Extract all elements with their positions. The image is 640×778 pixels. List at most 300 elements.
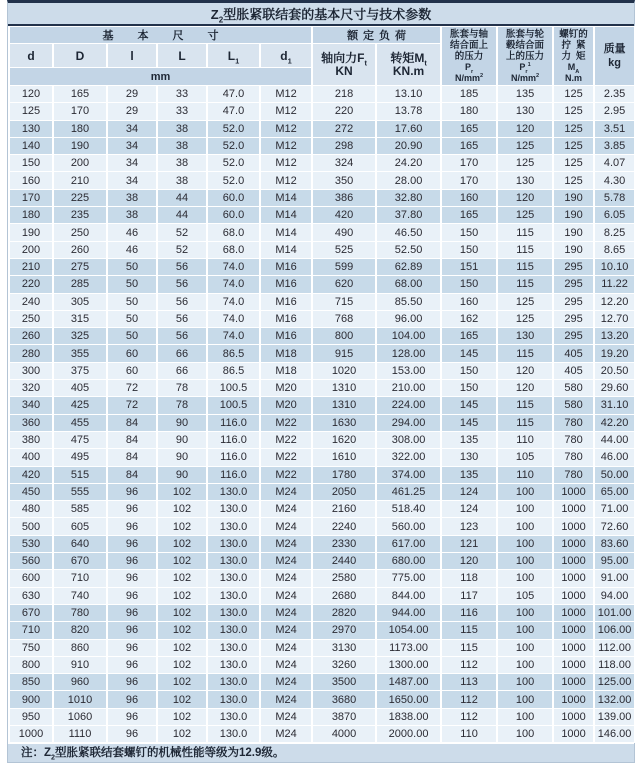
table-row	[9, 725, 635, 742]
table-cell: 47.0	[207, 103, 260, 120]
table-cell: 165	[53, 86, 107, 103]
table-cell: 125	[553, 172, 594, 189]
table-cell: 1000	[9, 725, 53, 742]
table-cell: 1000	[553, 483, 594, 500]
table-cell: 180	[441, 103, 497, 120]
table-cell: 38	[107, 207, 157, 224]
table-cell: 110	[497, 466, 553, 483]
table-cell: 116	[441, 604, 497, 621]
table-cell: 120	[497, 362, 553, 379]
table-cell: 780	[53, 604, 107, 621]
table-row	[9, 570, 635, 587]
table-cell: 775.00	[376, 570, 441, 587]
table-cell: M16	[260, 258, 312, 275]
table-cell: 115	[441, 622, 497, 639]
table-row	[9, 622, 635, 639]
table-cell: 38	[157, 155, 207, 172]
table-cell: 102	[157, 483, 207, 500]
table-cell: 130.0	[207, 691, 260, 708]
table-cell: 322.00	[376, 449, 441, 466]
table-row	[9, 380, 635, 397]
table-cell: 910	[53, 656, 107, 673]
table-cell: M24	[260, 639, 312, 656]
table-row	[9, 155, 635, 172]
header-col-d1: $d_1$	[260, 44, 312, 68]
table-row	[9, 656, 635, 673]
table-cell: 900	[9, 691, 53, 708]
table-cell: 210.00	[376, 380, 441, 397]
table-cell: 46	[107, 224, 157, 241]
table-cell: M12	[260, 137, 312, 154]
table-cell: 84	[107, 414, 157, 431]
table-cell: 100	[497, 570, 553, 587]
table-cell: M24	[260, 483, 312, 500]
table-cell: 320	[9, 380, 53, 397]
table-cell: 4.30	[594, 172, 635, 189]
table-cell: 34	[107, 120, 157, 137]
table-cell: 118	[441, 570, 497, 587]
header-hub-pressure: 胀套与轮 毂结合面 上的压力 $P_r^1$ $N/mm^2$	[497, 27, 553, 86]
table-cell: 325	[53, 328, 107, 345]
table-body	[9, 86, 635, 743]
table-cell: 46	[107, 241, 157, 258]
header-shaft-pressure: 胀套与轴 结合面上 的压力 $P_r$ $N/mm^2$	[441, 27, 497, 86]
table-cell: 135	[497, 86, 553, 103]
table-cell: 475	[53, 431, 107, 448]
table-row	[9, 224, 635, 241]
header-mm-unit: mm	[9, 68, 312, 86]
table-cell: 96	[107, 501, 157, 518]
table-cell: 125	[497, 155, 553, 172]
table-cell: M24	[260, 535, 312, 552]
table-cell: 34	[107, 137, 157, 154]
table-cell: 94.00	[594, 587, 635, 604]
table-cell: 71.00	[594, 501, 635, 518]
table-cell: 102	[157, 501, 207, 518]
table-cell: 74.0	[207, 310, 260, 327]
table-cell: 518.40	[376, 501, 441, 518]
table-cell: 56	[157, 310, 207, 327]
table-cell: 100	[497, 691, 553, 708]
table-cell: 150	[441, 362, 497, 379]
table-cell: 405	[553, 345, 594, 362]
table-row	[9, 293, 635, 310]
table-cell: 20.50	[594, 362, 635, 379]
table-cell: 84	[107, 449, 157, 466]
table-row	[9, 431, 635, 448]
table-cell: 125	[553, 120, 594, 137]
table-cell: 100.5	[207, 397, 260, 414]
table-cell: 495	[53, 449, 107, 466]
table-cell: 2580	[312, 570, 376, 587]
table-cell: 740	[53, 587, 107, 604]
table-cell: 780	[553, 414, 594, 431]
table-cell: 96	[107, 622, 157, 639]
table-cell: 72	[107, 397, 157, 414]
table-cell: 190	[553, 189, 594, 206]
table-cell: 140	[9, 137, 53, 154]
table-cell: 100	[497, 483, 553, 500]
table-cell: 280	[9, 345, 53, 362]
table-row	[9, 172, 635, 189]
table-row	[9, 483, 635, 500]
table-cell: 2000.00	[376, 725, 441, 742]
table-cell: M22	[260, 431, 312, 448]
table-cell: 3500	[312, 674, 376, 691]
table-cell: M16	[260, 276, 312, 293]
table-cell: 190	[553, 207, 594, 224]
table-cell: 1010	[53, 691, 107, 708]
table-cell: 120	[497, 120, 553, 137]
table-cell: 38	[157, 137, 207, 154]
table-cell: 150	[441, 276, 497, 293]
table-cell: 102	[157, 518, 207, 535]
table-cell: 220	[9, 276, 53, 293]
table-cell: 112	[441, 656, 497, 673]
table-cell: 260	[53, 241, 107, 258]
table-cell: 19.20	[594, 345, 635, 362]
table-cell: M12	[260, 155, 312, 172]
table-cell: 102	[157, 604, 207, 621]
table-cell: 90	[157, 449, 207, 466]
table-cell: 65.00	[594, 483, 635, 500]
table-cell: 74.0	[207, 276, 260, 293]
table-cell: 250	[53, 224, 107, 241]
table-cell: 72.60	[594, 518, 635, 535]
table-cell: 20.90	[376, 137, 441, 154]
table-cell: 130	[497, 172, 553, 189]
table-cell: 116.0	[207, 466, 260, 483]
table-cell: 102	[157, 725, 207, 742]
footnote-text: 注：$Z_2$型胀紧联结套螺钉的机械性能等级为12.9级。	[21, 747, 285, 762]
table-cell: 29	[107, 103, 157, 120]
table-cell: 105	[497, 449, 553, 466]
table-row	[9, 449, 635, 466]
table-cell: 11.22	[594, 276, 635, 293]
header-axial-force: 轴向力$F_t$ KN	[312, 44, 376, 86]
table-cell: 1000	[553, 501, 594, 518]
table-cell: 151	[441, 258, 497, 275]
table-cell: 130.0	[207, 483, 260, 500]
header-col-L1: $L_1$	[207, 44, 260, 68]
table-cell: 298	[312, 137, 376, 154]
table-cell: 585	[53, 501, 107, 518]
table-cell: 130.0	[207, 604, 260, 621]
table-cell: 272	[312, 120, 376, 137]
table-cell: 12.70	[594, 310, 635, 327]
table-cell: 405	[553, 362, 594, 379]
table-cell: M22	[260, 414, 312, 431]
table-cell: M18	[260, 345, 312, 362]
table-cell: 117	[441, 587, 497, 604]
table-row	[9, 362, 635, 379]
table-row	[9, 276, 635, 293]
table-cell: 1020	[312, 362, 376, 379]
title-text: $Z_2$型胀紧联结套的基本尺寸与技术参数	[210, 7, 432, 25]
table-cell: 820	[53, 622, 107, 639]
table-cell: 300	[9, 362, 53, 379]
table-cell: 580	[553, 397, 594, 414]
table-cell: 17.60	[376, 120, 441, 137]
table-cell: 100	[497, 518, 553, 535]
table-cell: 112	[441, 691, 497, 708]
table-cell: 3680	[312, 691, 376, 708]
table-cell: 8.65	[594, 241, 635, 258]
table-cell: 6.05	[594, 207, 635, 224]
table-cell: 800	[312, 328, 376, 345]
table-cell: 116.0	[207, 449, 260, 466]
table-cell: M22	[260, 466, 312, 483]
table-cell: 1000	[553, 535, 594, 552]
table-cell: 170	[9, 189, 53, 206]
table-cell: 50	[107, 328, 157, 345]
table-row	[9, 535, 635, 552]
table-cell: 60.0	[207, 189, 260, 206]
table-cell: 560	[9, 553, 53, 570]
table-cell: 96	[107, 553, 157, 570]
table-cell: M12	[260, 103, 312, 120]
table-cell: 102	[157, 535, 207, 552]
table-cell: 670	[53, 553, 107, 570]
table-cell: 1173.00	[376, 639, 441, 656]
table-cell: 102	[157, 553, 207, 570]
table-cell: 96	[107, 587, 157, 604]
table-cell: 100	[497, 708, 553, 725]
table-cell: 115	[497, 241, 553, 258]
table-cell: 72	[107, 380, 157, 397]
table-cell: 130.0	[207, 725, 260, 742]
table-cell: 275	[53, 258, 107, 275]
table-cell: 37.80	[376, 207, 441, 224]
table-cell: M24	[260, 570, 312, 587]
table-row	[9, 258, 635, 275]
table-row	[9, 103, 635, 120]
table-cell: 480	[9, 501, 53, 518]
table-cell: M14	[260, 207, 312, 224]
table-cell: 102	[157, 656, 207, 673]
table-cell: 240	[9, 293, 53, 310]
table-cell: 130.0	[207, 622, 260, 639]
table-cell: 56	[157, 328, 207, 345]
table-row	[9, 518, 635, 535]
table-cell: 750	[9, 639, 53, 656]
table-cell: 130.0	[207, 570, 260, 587]
table-cell: 405	[53, 380, 107, 397]
table-cell: 50	[107, 276, 157, 293]
table-cell: 12.20	[594, 293, 635, 310]
table-cell: 944.00	[376, 604, 441, 621]
spec-table	[8, 26, 636, 743]
table-cell: 600	[9, 570, 53, 587]
table-cell: 74.0	[207, 293, 260, 310]
table-cell: 160	[441, 189, 497, 206]
table-cell: 96.00	[376, 310, 441, 327]
table-cell: 96	[107, 656, 157, 673]
table-cell: M20	[260, 397, 312, 414]
table-cell: 780	[553, 466, 594, 483]
table-cell: 50	[107, 310, 157, 327]
table-cell: 530	[9, 535, 53, 552]
table-cell: 96	[107, 535, 157, 552]
table-cell: 630	[9, 587, 53, 604]
table-cell: 56	[157, 258, 207, 275]
table-cell: 145	[441, 414, 497, 431]
table-cell: 105	[497, 587, 553, 604]
table-cell: 130.0	[207, 674, 260, 691]
table-cell: M16	[260, 328, 312, 345]
table-cell: 130.0	[207, 518, 260, 535]
table-cell: 52.0	[207, 120, 260, 137]
table-cell: 44.00	[594, 431, 635, 448]
table-cell: 350	[312, 172, 376, 189]
table-cell: 162	[441, 310, 497, 327]
table-cell: 450	[9, 483, 53, 500]
table-cell: 125.00	[594, 674, 635, 691]
table-cell: 145	[441, 345, 497, 362]
table-cell: 130.0	[207, 639, 260, 656]
table-cell: 340	[9, 397, 53, 414]
table-cell: 380	[9, 431, 53, 448]
table-cell: 200	[9, 241, 53, 258]
table-cell: 10.10	[594, 258, 635, 275]
table-cell: 150	[441, 241, 497, 258]
table-cell: 102	[157, 570, 207, 587]
table-cell: 38	[107, 189, 157, 206]
table-cell: M12	[260, 86, 312, 103]
table-cell: 56	[157, 293, 207, 310]
table-cell: 1000	[553, 553, 594, 570]
table-cell: 2440	[312, 553, 376, 570]
table-cell: 66	[157, 345, 207, 362]
table-cell: 130.0	[207, 587, 260, 604]
table-cell: 139.00	[594, 708, 635, 725]
table-cell: 3.51	[594, 120, 635, 137]
table-cell: 29.60	[594, 380, 635, 397]
table-cell: 146.00	[594, 725, 635, 742]
table-cell: 580	[553, 380, 594, 397]
table-cell: 768	[312, 310, 376, 327]
table-cell: 1000	[553, 570, 594, 587]
table-cell: 710	[9, 622, 53, 639]
table-cell: 115	[441, 639, 497, 656]
header-screw-torque: 螺钉的 拧紧 力矩 $M_A$ N.m	[553, 27, 594, 86]
table-cell: 150	[441, 224, 497, 241]
table-cell: 115	[497, 414, 553, 431]
table-cell: 190	[553, 241, 594, 258]
table-cell: 3260	[312, 656, 376, 673]
table-cell: 5.78	[594, 189, 635, 206]
table-cell: 132.00	[594, 691, 635, 708]
table-cell: M18	[260, 362, 312, 379]
table-cell: 125	[553, 86, 594, 103]
table-cell: 50.00	[594, 466, 635, 483]
table-cell: 100	[497, 501, 553, 518]
table-cell: 2050	[312, 483, 376, 500]
table-cell: 102	[157, 587, 207, 604]
table-cell: 102	[157, 622, 207, 639]
table-cell: 116.0	[207, 431, 260, 448]
table-cell: 100	[497, 725, 553, 742]
table-cell: 1610	[312, 449, 376, 466]
table-cell: 150	[9, 155, 53, 172]
table-cell: 560.00	[376, 518, 441, 535]
table-cell: 386	[312, 189, 376, 206]
table-cell: 46.00	[594, 449, 635, 466]
table-cell: M24	[260, 656, 312, 673]
table-cell: 165	[441, 120, 497, 137]
table-cell: 185	[441, 86, 497, 103]
table-cell: 210	[53, 172, 107, 189]
table-cell: 150	[441, 380, 497, 397]
table-cell: 33	[157, 86, 207, 103]
table-row	[9, 639, 635, 656]
table-cell: 1000	[553, 587, 594, 604]
table-cell: 220	[312, 103, 376, 120]
table-cell: 250	[9, 310, 53, 327]
table-cell: 490	[312, 224, 376, 241]
table-title	[8, 3, 634, 26]
table-cell: M24	[260, 518, 312, 535]
table-cell: 135	[441, 466, 497, 483]
table-cell: M24	[260, 691, 312, 708]
table-cell: 96	[107, 570, 157, 587]
table-cell: M24	[260, 501, 312, 518]
table-cell: 115	[497, 345, 553, 362]
table-cell: 125	[9, 103, 53, 120]
table-row	[9, 120, 635, 137]
table-cell: 44	[157, 207, 207, 224]
table-cell: 125	[497, 207, 553, 224]
table-cell: 599	[312, 258, 376, 275]
table-cell: 100	[497, 604, 553, 621]
table-cell: 165	[441, 328, 497, 345]
table-cell: 52.0	[207, 172, 260, 189]
table-row	[9, 501, 635, 518]
table-cell: 355	[53, 345, 107, 362]
table-cell: 780	[553, 431, 594, 448]
table-cell: 78	[157, 397, 207, 414]
table-cell: 1000	[553, 674, 594, 691]
table-cell: 3.85	[594, 137, 635, 154]
table-cell: 110	[441, 725, 497, 742]
table-row	[9, 310, 635, 327]
table-cell: 96	[107, 708, 157, 725]
table-cell: 455	[53, 414, 107, 431]
table-cell: 118.00	[594, 656, 635, 673]
table-cell: 130	[497, 328, 553, 345]
table-cell: 500	[9, 518, 53, 535]
table-cell: 1300.00	[376, 656, 441, 673]
table-cell: 100	[497, 674, 553, 691]
table-cell: 617.00	[376, 535, 441, 552]
table-row	[9, 553, 635, 570]
table-cell: 113	[441, 674, 497, 691]
table-cell: 91.00	[594, 570, 635, 587]
table-cell: 102	[157, 674, 207, 691]
table-row	[9, 674, 635, 691]
table-cell: 145	[441, 397, 497, 414]
header-col-D: D	[53, 44, 107, 68]
table-cell: 46.50	[376, 224, 441, 241]
table-cell: M12	[260, 172, 312, 189]
table-cell: 2820	[312, 604, 376, 621]
table-cell: 260	[9, 328, 53, 345]
table-cell: 110	[497, 431, 553, 448]
table-cell: 680.00	[376, 553, 441, 570]
table-cell: M24	[260, 622, 312, 639]
table-cell: 640	[53, 535, 107, 552]
table-row	[9, 414, 635, 431]
